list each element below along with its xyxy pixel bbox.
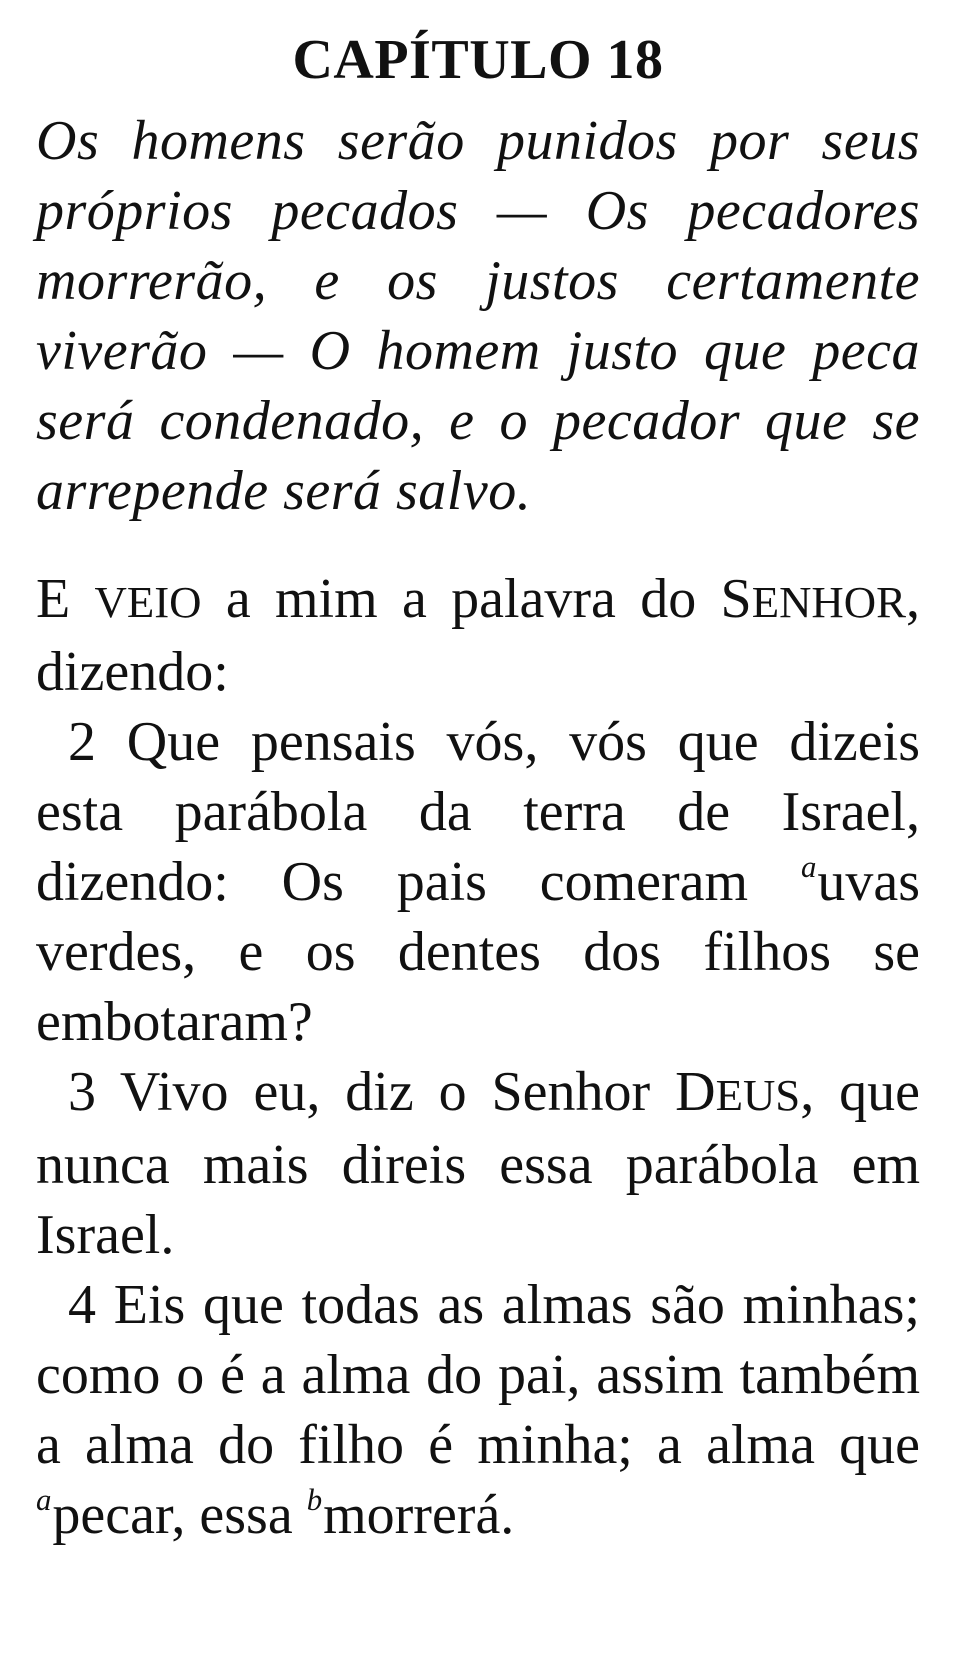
- verse-1: [36, 564, 920, 707]
- god-rest: EUS: [715, 1070, 801, 1120]
- verse-2-text-a: Que pensais vós, vós que dizeis esta parábola da terra de Israel, dizendo: Os pais comeram: [36, 711, 920, 913]
- verse-1-text-b: , dizendo:: [36, 568, 920, 703]
- chapter-summary: Os homens serão punidos por seus próprios pecados — Os pecadores morrerão, e os justos certamente viverão — O homem justo que peca será condenado, e o pecador que se arrepende será salvo.: [36, 110, 920, 522]
- footnote-marker-a[interactable]: a: [800, 849, 817, 884]
- footnote-marker-b[interactable]: b: [306, 1482, 323, 1517]
- lord-first-letter: S: [720, 568, 752, 630]
- verse-3-number: 3: [68, 1061, 96, 1123]
- verse-1-initial: E: [36, 568, 71, 630]
- verse-4-text-a: Eis que todas as almas são minhas; como o é a alma do pai, assim também a alma do filho é minha; a alma que: [36, 1274, 920, 1476]
- verse-4-text-c: morrerá.: [323, 1484, 515, 1546]
- verse-4-number: 4: [68, 1274, 96, 1336]
- verse-3-text-b: , que nunca mais direis essa parábola em Israel.: [36, 1061, 921, 1266]
- verse-4-text-b: pecar, essa: [52, 1484, 307, 1546]
- verse-2-number: 2: [68, 711, 96, 773]
- chapter-title: CAPÍTULO 18: [292, 29, 664, 91]
- verse-4: [36, 1270, 920, 1550]
- verse-3: [36, 1057, 920, 1270]
- page: [36, 0, 920, 1550]
- god-first-letter: D: [675, 1061, 716, 1123]
- verse-1-smallcaps: VEIO: [94, 577, 202, 627]
- verse-2-text-b: uvas verdes, e os dentes dos filhos se embotaram?: [36, 851, 920, 1053]
- verse-2: [36, 707, 920, 1057]
- footnote-marker-a[interactable]: a: [36, 1482, 52, 1517]
- lord-rest: ENHOR: [751, 577, 906, 627]
- verse-3-text-a: Vivo eu, diz o Senhor: [96, 1061, 676, 1123]
- verse-1-text-a: a mim a palavra do: [201, 568, 721, 630]
- verses: [36, 564, 920, 1550]
